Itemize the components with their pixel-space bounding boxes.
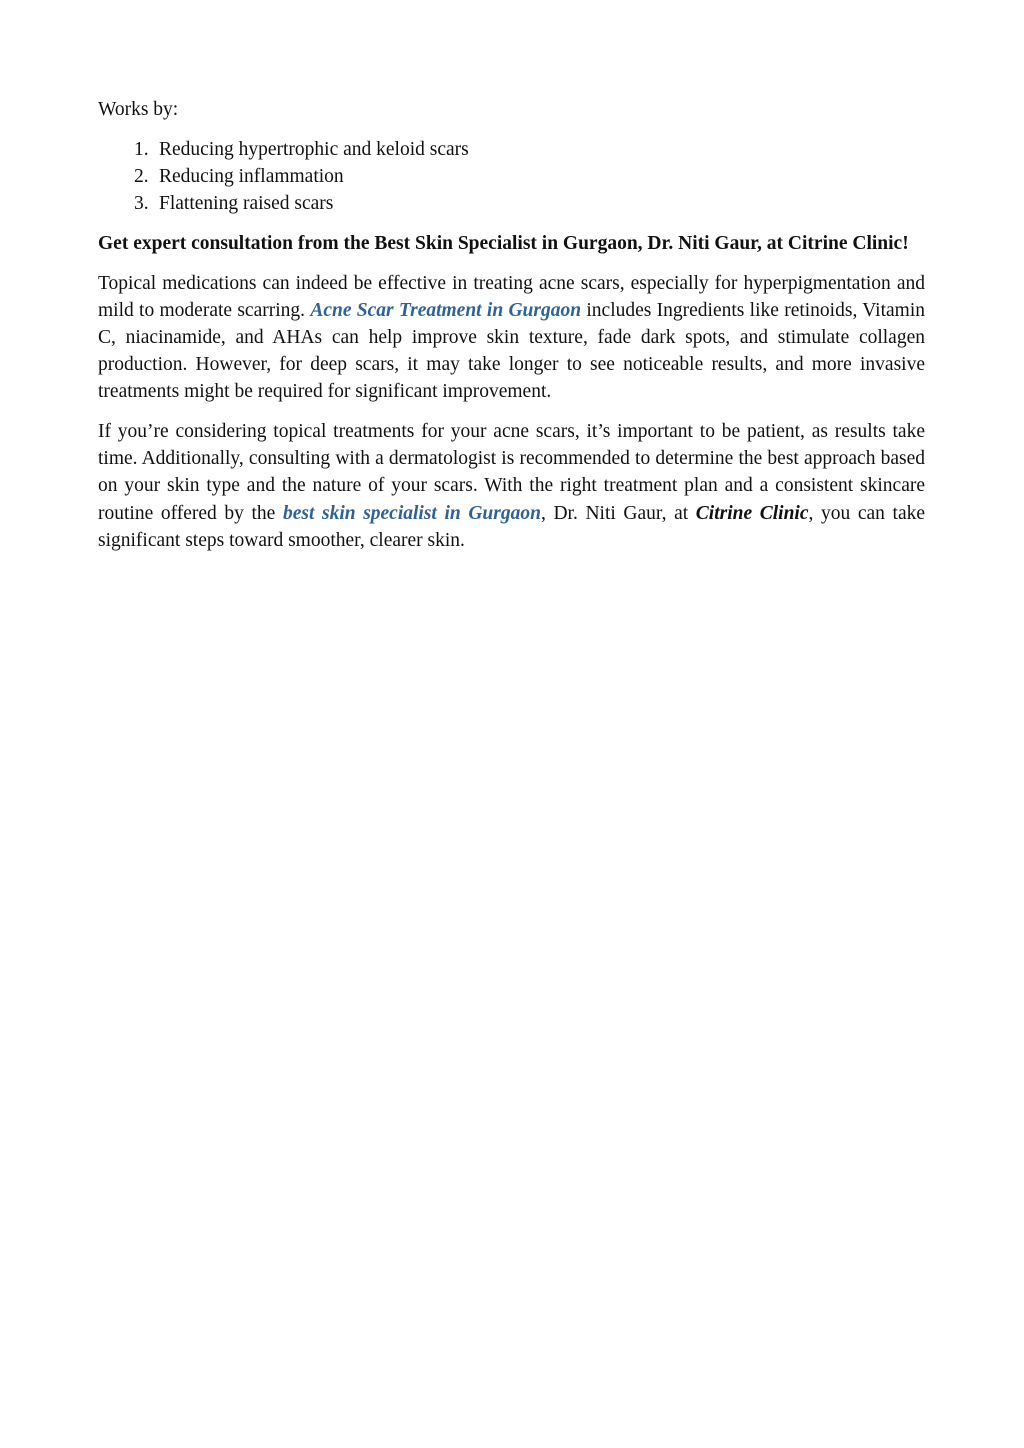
list-item-number: 1.	[134, 138, 149, 160]
paragraph-text: If you’re considering topical treatments for your acne scars, it’s important to be patient, as results take time. Additionally, consulting with a dermatologist is recommended to determine the best approach based on your skin type and the nature of your scars. With the right treatment plan and a consistent skincare routine offered by the	[98, 421, 925, 524]
document-page	[98, 96, 925, 567]
list-item	[134, 190, 925, 217]
paragraph-text: , you can take significant steps toward smoother, clearer skin.	[98, 502, 926, 551]
acne-scar-treatment-link[interactable]: Acne Scar Treatment in Gurgaon	[310, 299, 582, 321]
clinic-name: Citrine Clinic	[695, 502, 809, 524]
paragraph-text: includes Ingredients like retinoids, Vitamin C, niacinamide, and AHAs can help improve skin texture, fade dark spots, and stimulate collagen production. However, for deep scars, it may take longer to see noticeable results, and more invasive treatments might be required for significant improvement.	[98, 299, 925, 403]
list-item	[134, 136, 925, 163]
list-item-text: Reducing hypertrophic and keloid scars	[159, 138, 469, 160]
benefits-list	[98, 136, 925, 218]
considering-treatments-paragraph	[98, 418, 925, 554]
list-item-text: Flattening raised scars	[159, 193, 334, 215]
list-item	[134, 163, 925, 190]
list-item-number: 3.	[134, 193, 149, 215]
list-item-text: Reducing inflammation	[159, 165, 344, 187]
paragraph-text: Topical medications can indeed be effective in treating acne scars, especially for hyperpigmentation and mild to moderate scarring.	[98, 272, 925, 321]
list-item-number: 2.	[134, 165, 149, 187]
best-skin-specialist-link[interactable]: best skin specialist in Gurgaon	[282, 502, 541, 524]
consultation-headline: Get expert consultation from the Best Skin Specialist in Gurgaon, Dr. Niti Gaur, at Citrine Clinic!	[98, 232, 909, 254]
topical-medications-paragraph	[98, 270, 925, 406]
paragraph-text: , Dr. Niti Gaur, at	[540, 502, 696, 524]
works-by-intro: Works by:	[98, 99, 179, 120]
